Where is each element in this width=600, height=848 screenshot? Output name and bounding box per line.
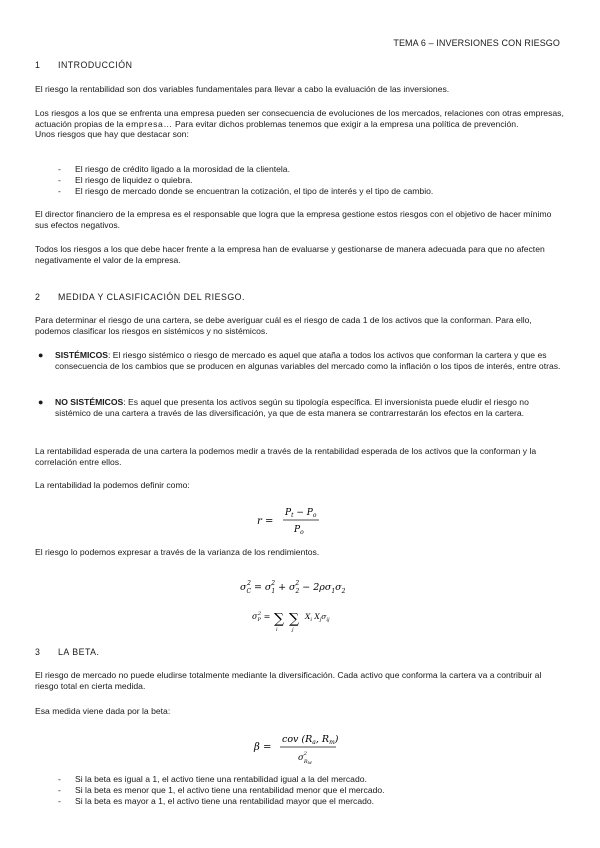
svg-text:Pt − Po: $P_t - P_o$ — [285, 508, 317, 519]
portfolio-variance-formula — [250, 604, 360, 634]
svg-text:i: i — [276, 627, 278, 633]
beta-paragraph-1: El riesgo de mercado no puede eludirse totalmente mediante la diversificación. Cada activo que conforma la cartera va a contribuir al riesgo total en cierta medida. — [35, 670, 542, 691]
beta-paragraph-2: Esa medida viene dada por la beta: — [35, 706, 171, 716]
section-3-heading — [35, 647, 100, 657]
list-item: - Si la beta es mayor a 1, el activo tiene una rentabilidad mayor que el mercado. — [58, 796, 558, 807]
emphasized-word: empresa… — [125, 118, 173, 129]
section-title: MEDIDA Y CLASIFICACIÓN DEL RIESGO. — [58, 292, 245, 302]
section-number: 3 — [35, 647, 41, 657]
list-item: - El riesgo de liquidez o quiebra. — [58, 175, 558, 186]
svg-text:cov (Ra, Rm): cov ($R_a$, $R_m$) — [282, 734, 339, 746]
risks-intro: Unos riesgos que hay que destacar son: — [35, 129, 189, 140]
section-number: 1 — [35, 60, 41, 70]
list-item: - Si la beta es igual a 1, el activo tiene una rentabilidad igual a la del mercado. — [58, 774, 558, 785]
svg-text:∑: ∑ — [289, 611, 299, 627]
list-item: - El riesgo de crédito ligado a la morosidad de la clientela. — [58, 164, 558, 175]
list-item: - El riesgo de mercado donde se encuentran la cotización, el tipo de interés y el tipo de cambio. — [58, 186, 558, 197]
section-1-heading — [35, 60, 132, 70]
svg-text:r =: r = — [257, 516, 274, 527]
intro-paragraph-1: El riesgo la rentabilidad son dos variables fundamentales para llevar a cabo la evaluación de las inversiones. — [35, 84, 450, 94]
svg-text:σC2 = σ12 + σ22 − 2ρσ1σ2: $\sigma_C2 = \sigma_12 + \sigma_22 - 2\rho\sigma_1\sigma_2$ — [240, 580, 346, 595]
bullet-icon: ● — [38, 350, 44, 360]
list-item: - Si la beta es menor que 1, el activo tiene una rentabilidad menor que el mercado. — [58, 785, 558, 796]
bullet-term: NO SISTÉMICOS — [55, 397, 124, 407]
bullet-icon: ● — [38, 397, 44, 407]
document-page: TEMA 6 – INVERSIONES CON RIESGO 1 INTRODUCCIÓN El riesgo la rentabilidad son dos variables fundamentales para llevar a cabo la evaluación de las inversiones. Los riesgos a los que se enfrenta una empresa pueden ser consecuencia de evoluciones de los mercados, relaciones con otras empresas, actuación propias de la empresa… Para evitar dichos problemas tenemos que exigir a la empresa una política de prevención. Unos riesgos que hay que destacar son: - El riesgo de crédito ligado a la morosidad de la clientela. - El riesgo de liquidez o quiebra. - El riesgo de mercado donde se encuentran la cotización, el tipo de interés y el tipo de cambio. El director financiero de la empresa es el responsable que logra que la empresa gestione estos riesgos con el objetivo de hacer mínimo sus efectos negativos. Todos los riesgos a los que debe hacer frente a la empresa han de evaluarse y gestionarse de manera adecuada para que no afecten negativamente el valor de la empresa. 2 MEDIDA Y CLASIFICACIÓN DEL RIESGO. Para determinar el riesgo de una cartera, se debe averiguar cuál es el riesgo de cada 1 de los activos que la conforman. Para ello, podemos clasificar los riesgos en sistémicos y no sistémicos. ● SISTÉMICOS: El riesgo sistémico o riesgo de mercado es aquel que ataña a todos los activos que conforman la cartera y que es consecuencia de los cambios que se producen en algunas variables del mercado como la inflación o los tipos de interés, entre otras. ● NO SISTÉMICOS: Es aquel que presenta los activos según su tipología específica. El inversionista puede eludir el riesgo no sistémico de una cartera a través de las diversificación, ya que de esta manera se contrarrestarán los efectos en la cartera. La rentabilidad esperada de una cartera la podemos medir a través de la rentabilidad esperada de los activos que la conforman y la correlación entre ellos. La rentabilidad la podemos definir como: r = $P_t - P_o$ $P_o$ El riesgo lo podemos expresar a través de la varianza de los rendimientos. $\sigma_C2 = \sigma_12 + \sigma_22 - 2\rho\sigma_1\sigma_2$ $\sigma_P2$ = ∑ ∑ i j $X_i$ $X_j\sigma_{ij}$ 3 LA BETA. El riesgo de mercado no puede eludirse totalmente mediante la diversificación. Cada activo que conforma la cartera va a contribuir al riesgo total en cierta medida. Esa medida viene dada por la beta: β = cov ($R_a$, $R_m$) $\sigma_RM2$ - Si la beta es igual a 1, el activo tiene una rentabilidad igual a la del mercado. - Si la beta es menor que 1, el activo tiene una rentabilidad menor que el mercado. - Si la beta es mayor a 1, el activo tiene una rentabilidad mayor que el mercado. — [0, 0, 600, 848]
svg-text:σP2 =: $\sigma_P2$ = — [252, 611, 271, 623]
svg-text:Xi Xjσij: $X_i$ $X_j\sigma_{ij}$ — [305, 612, 330, 623]
svg-text:β =: β = — [254, 742, 272, 753]
risk-paragraph-2: La rentabilidad esperada de una cartera la podemos medir a través de la rentabilidad esperada de los activos que la conforman y la correlación entre ellos. — [35, 446, 537, 467]
intro-paragraph-2: Los riesgos a los que se enfrenta una empresa pueden ser consecuencia de evoluciones de los mercados, relaciones con otras empresas, actuación propias de la empresa… Para evitar dichos problemas tenemos que exigir a la empresa una política de prevención. Unos riesgos que hay que destacar son: — [35, 108, 564, 140]
beta-cases-list — [58, 774, 558, 806]
risks-list — [58, 164, 558, 196]
section-2-heading — [35, 292, 245, 302]
section-title: LA BETA. — [58, 647, 100, 657]
beta-formula — [250, 729, 360, 765]
svg-text:j: j — [292, 627, 294, 633]
risk-paragraph-1: Para determinar el riesgo de una cartera, se debe averiguar cuál es el riesgo de cada 1 de los activos que la conforman. Para ello, podemos clasificar los riesgos en sistémicos y no sistémicos. — [35, 315, 532, 336]
variance-formula — [238, 576, 368, 598]
svg-text:∑: ∑ — [274, 611, 284, 627]
section-title: INTRODUCCIÓN — [58, 60, 133, 70]
risk-paragraph-3: La rentabilidad la podemos definir como: — [35, 480, 190, 490]
return-formula — [255, 503, 345, 539]
section-number: 2 — [35, 292, 41, 302]
intro-paragraph-4: Todos los riesgos a los que debe hacer frente a la empresa han de evaluarse y gestionarse de manera adecuada para que no afecten negativamente el valor de la empresa. — [35, 244, 545, 265]
intro-paragraph-3: El director financiero de la empresa es el responsable que logra que la empresa gestione estos riesgos con el objetivo de hacer mínimo sus efectos negativos. — [35, 209, 552, 230]
svg-text:σRM2: $\sigma_RM2$ — [298, 751, 312, 765]
svg-text:Po: $P_o$ — [294, 525, 304, 536]
risk-paragraph-4: El riesgo lo podemos expresar a través de la varianza de los rendimientos. — [35, 547, 320, 557]
page-header: TEMA 6 – INVERSIONES CON RIESGO — [393, 38, 560, 48]
bullet-term: SISTÉMICOS — [55, 350, 109, 360]
